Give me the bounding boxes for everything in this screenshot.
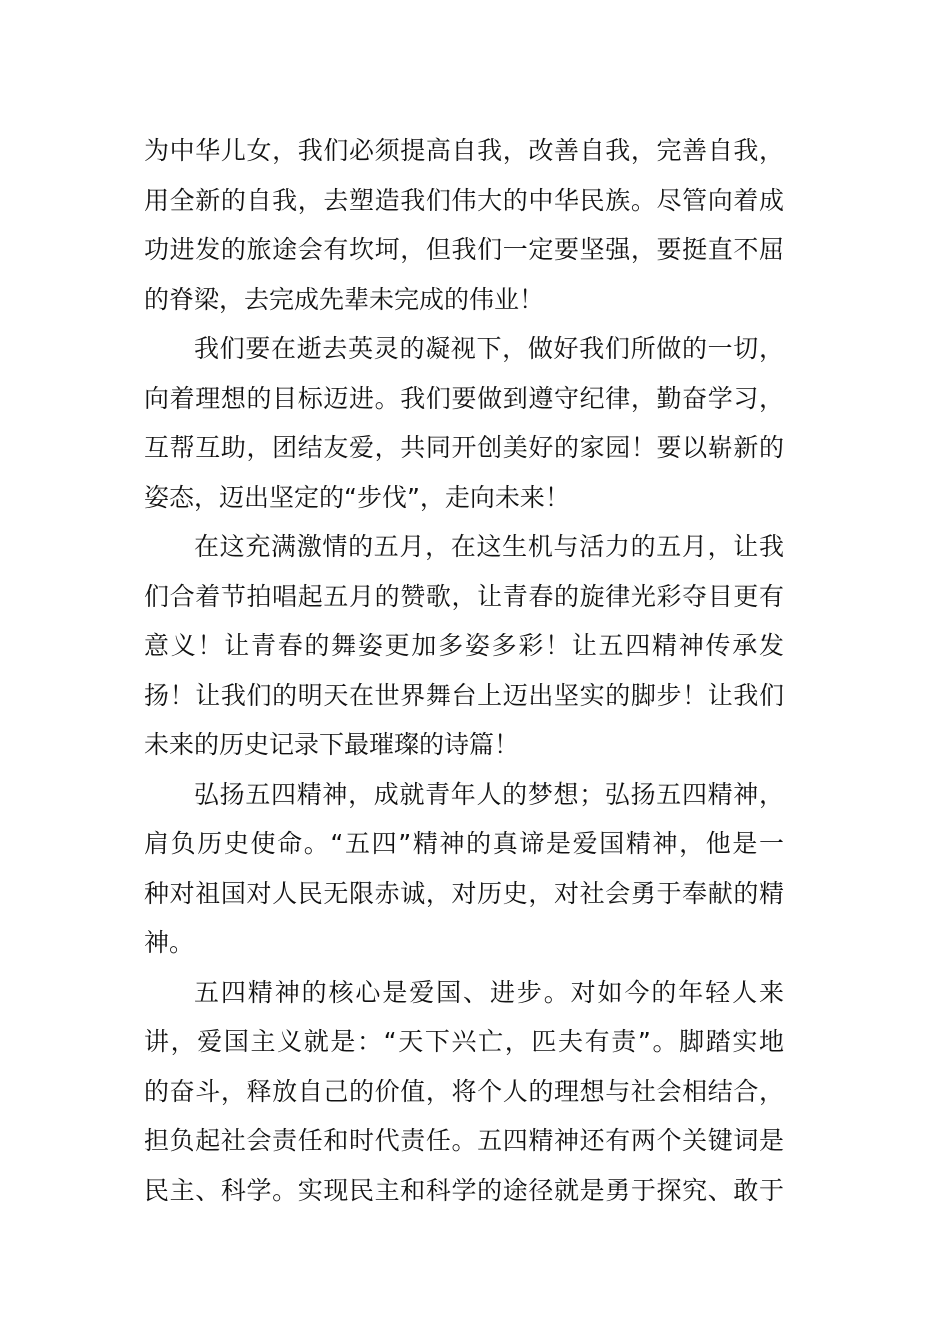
text-line: 担负起社会责任和时代责任。五四精神还有两个关键词是 [144,1126,784,1155]
text-line: 种对祖国对人民无限赤诚，对历史，对社会勇于奉献的精 [144,878,784,908]
text-line: 们合着节拍唱起五月的赞歌，让青春的旋律光彩夺目更有 [144,581,784,611]
text-line: 的奋斗，释放自己的价值，将个人的理想与社会相结合， [144,1076,784,1106]
document-body [144,126,784,1215]
text-line: 用全新的自我，去塑造我们伟大的中华民族。尽管向着成 [144,185,784,215]
text-line: 肩负历史使命。“五四”精神的真谛是爱国精神，他是一 [144,829,784,858]
text-line: 讲，爱国主义就是：“天下兴亡，匹夫有责”。脚踏实地 [144,1027,784,1056]
paragraph [144,324,784,522]
text-line: 扬！让我们的明天在世界舞台上迈出坚实的脚步！让我们 [144,680,784,710]
text-line: 五四精神的核心是爱国、进步。对如今的年轻人来 [194,977,784,1007]
text-line: 互帮互助，团结友爱，共同开创美好的家园！要以崭新的 [144,433,784,462]
paragraph [144,770,784,968]
text-line: 意义！让青春的舞姿更加多姿多彩！让五四精神传承发 [144,631,784,660]
paragraph [144,126,784,324]
text-line: 未来的历史记录下最璀璨的诗篇！ [144,730,520,759]
text-line: 我们要在逝去英灵的凝视下，做好我们所做的一切， [194,334,784,363]
text-line: 神。 [144,928,195,957]
text-line: 向着理想的目标迈进。我们要做到遵守纪律，勤奋学习， [144,383,784,413]
text-line: 的脊梁，去完成先辈未完成的伟业！ [144,284,545,314]
text-line: 弘扬五四精神，成就青年人的梦想；弘扬五四精神， [194,779,784,809]
paragraph [144,522,784,770]
text-line: 功进发的旅途会有坎坷，但我们一定要坚强，要挺直不屈 [144,235,784,264]
text-line: 民主、科学。实现民主和科学的途径就是勇于探究、敢于 [144,1175,784,1205]
text-line: 在这充满激情的五月，在这生机与活力的五月，让我 [194,532,784,561]
text-line: 姿态，迈出坚定的“步伐”，走向未来！ [144,482,570,512]
paragraph [144,968,784,1216]
text-line: 为中华儿女，我们必须提高自我，改善自我，完善自我， [144,136,784,165]
